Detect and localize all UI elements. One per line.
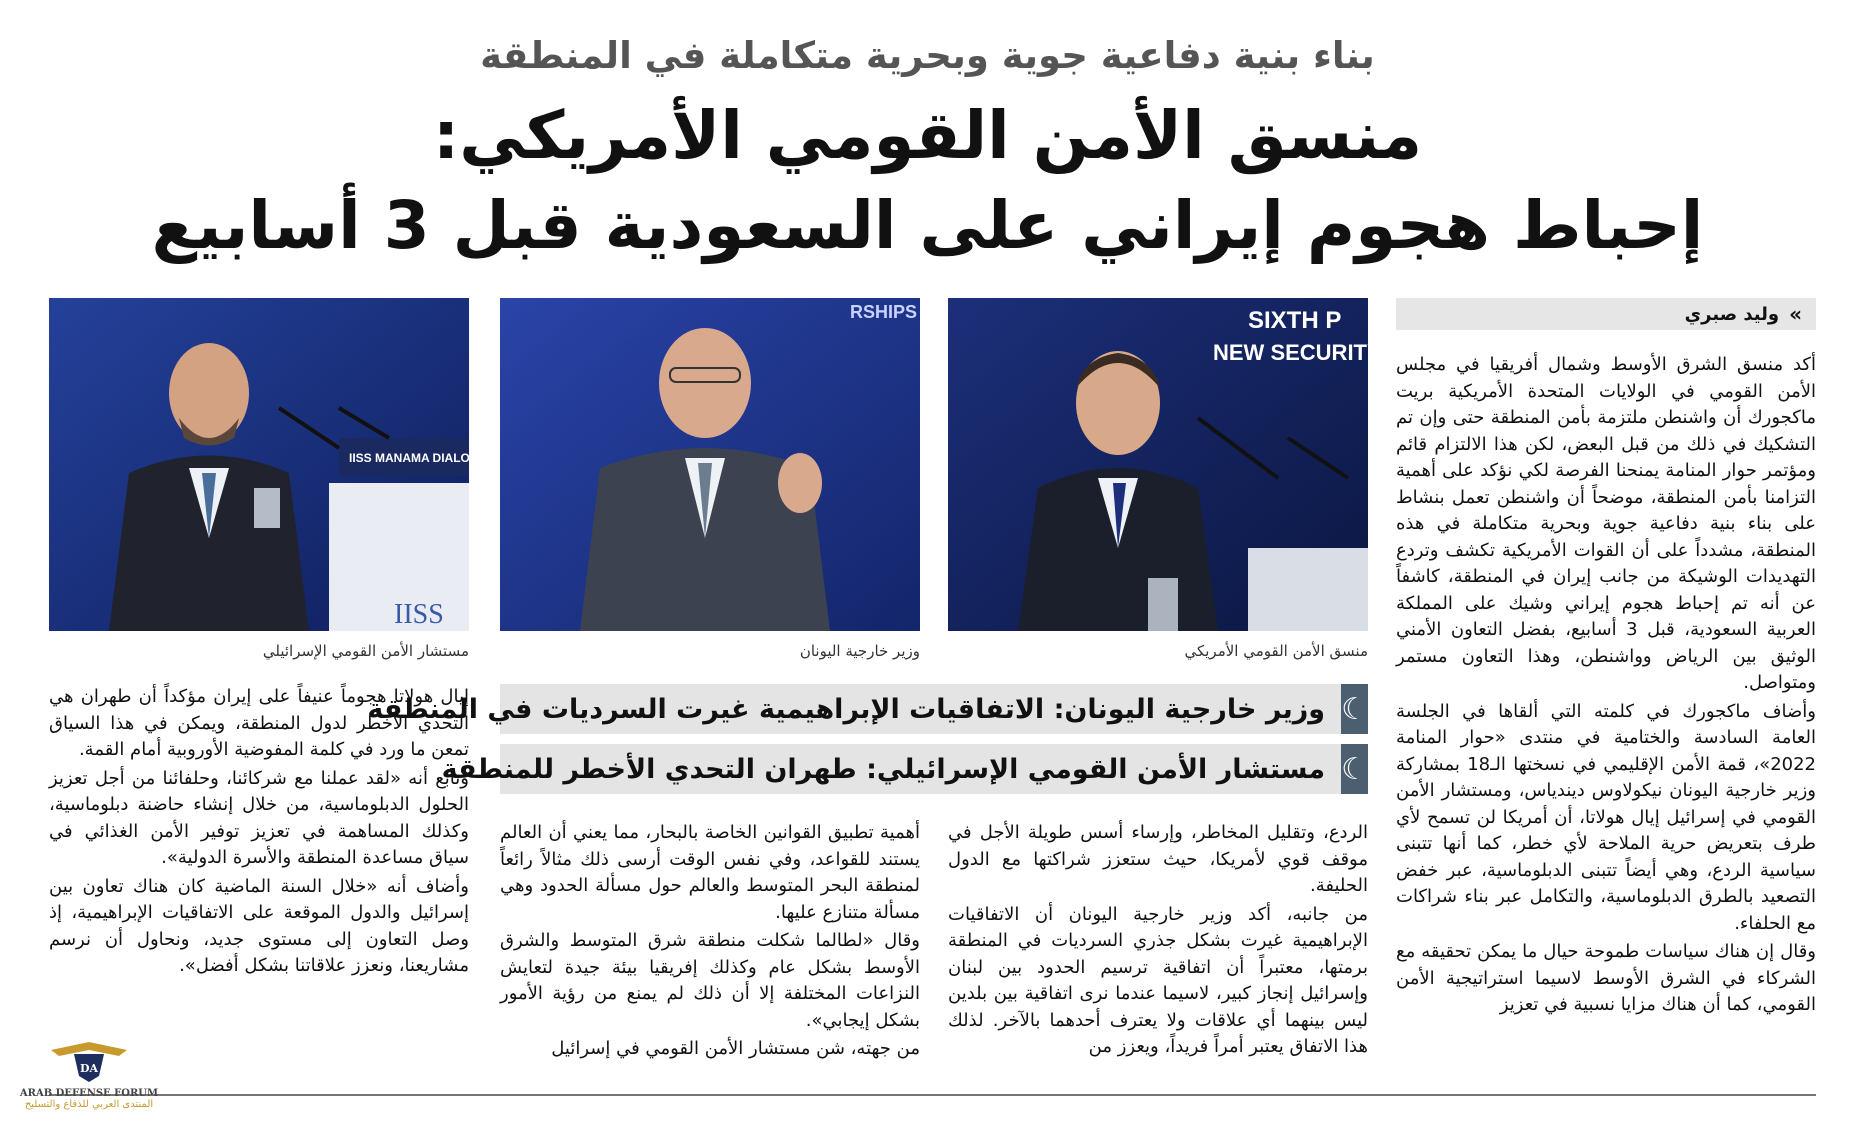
logo-initials: DA [79,1062,99,1075]
backdrop-sign-4: IISS MANAMA DIALO [349,451,470,465]
crescent-icon: ☾ [1341,684,1368,734]
paragraph: أهمية تطبيق القوانين الخاصة بالبحار، مما يعني أن العالم يستند للقواعد، وفي نفس الوقت أرسى ذلك مثالاً رائعاً لمنطقة البحر المتوسط والعالم حول مسألة الحدود وهي مسألة متنازع عليها. [500,822,920,923]
subhead-israeli-adviser [441,744,1368,794]
article-kicker: بناء بنية دفاعية جوية وبحرية متكاملة في المنطقة [480,34,1375,77]
photo-greek-minister [500,298,920,631]
shield-icon [49,1040,129,1084]
paragraph: إيال هولاتا هجوماً عنيفاً على إيران مؤكداً أن طهران هي التحدي الأخطر لدول المنطقة، ويمكن في هذا السياق تمعن ما ورد في كلمة المفوضية الأوروبية أمام القمة. [49,686,469,760]
article-column-right [1396,352,1816,1102]
headline-line-1: منسق الأمن القومي الأمريكي: [432,97,1423,174]
paragraph: وأضاف ماكجورك في كلمته التي ألقاها في الجلسة العامة السادسة والختامية في منتدى «حوار المنامة 2022»، قمة الأمن الإقليمي في نسختها الـ18 بمشاركة وزير خارجية اليونان نيكولاوس ديندياس، ومستشار الأمن القومي في إسرائيل إيال هولاتا، أن أمريكا لن تسمح لأي طرف بتعريض حرية الملاحة لأي خطر، كما أنها تتبنى سياسية الردع، وهي أيضاً تتبنى الدبلوماسية، عبر خفض التصعيد بالطرق الدبلوماسية، والتكامل عبر بناء شراكات مع الحلفاء. [1396,700,1816,934]
byline-author: وليد صبري [1684,303,1780,325]
byline-arrow-icon: » [1789,302,1802,326]
backdrop-sign-2: NEW SECURITY PART [1213,340,1446,365]
caption-us-coordinator: منسق الأمن القومي الأمريكي [1184,642,1368,660]
logo-name: ARAB DEFENSE FORUM [19,1088,159,1099]
backdrop-sign-3: RSHIPS [850,302,918,322]
logo-arabic: المنتدى العربي للدفاع والتسليح [24,1099,154,1110]
lectern-logo-text: IISS [394,599,444,630]
photo-us-coordinator [948,298,1446,631]
photo-israeli-adviser [49,298,469,631]
paragraph: من جانبه، أكد وزير خارجية اليونان أن الاتفاقيات الإبراهيمية غيرت بشكل جذري السرديات في المنطقة برمتها، معتبراً أن اتفاقية ترسيم الحدود بين لبنان وإسرائيل إنجاز كبير، لاسيما عندما نرى اتفاقية بين بلدين ليس بينهما أي علاقات ولا يعترف أحدهما بالآخر. لذلك هذا الاتفاق يعتبر أمراً فريداً، ويعزز من [948,903,1368,1057]
crescent-icon: ☾ [1341,744,1368,794]
caption-greek-minister: وزير خارجية اليونان [799,642,920,660]
subhead-greek-minister [367,684,1368,734]
article-column-a [948,820,1368,1080]
bottom-rule [49,1094,1816,1096]
paragraph: وقال إن هناك سياسات طموحة حيال ما يمكن تحقيقه مع الشركاء في الشرق الأوسط لاسيما استراتيجية الأمن القومي، كما أن هناك مزايا نسبية في تعزيز [1396,941,1816,1015]
caption-israeli-adviser: مستشار الأمن القومي الإسرائيلي [262,642,469,660]
paragraph: الردع، وتقليل المخاطر، وإرساء أسس طويلة الأجل في موقف قوي لأمريكا، حيث ستعزز شراكتها مع الدول الحليفة. [948,822,1368,896]
byline [1396,298,1816,330]
paragraph: من جهته، شن مستشار الأمن القومي في إسرائيل [551,1038,920,1059]
paragraph: أكد منسق الشرق الأوسط وشمال أفريقيا في مجلس الأمن القومي في الولايات المتحدة الأمريكية بريت ماكجورك أن واشنطن ملتزمة بأمن المنطقة حتى وإن تم التشكيك في ذلك من قبل البعض، لكن هذا الالتزام قائم ومؤتمر حوار المنامة يمنحنا الفرصة لكي نؤكد على أهمية التزامنا بأمن المنطقة، موضحاً أن واشنطن تعمل بنشاط على بناء بنية دفاعية جوية وبحرية متكاملة في هذه المنطقة، مشدداً على أن القوات الأمريكية تكشف وتردع التهديدات الوشيكة من جانب إيران في المنطقة، كاشفاً عن أنه تم إحباط هجوم إيراني وشيك على المملكة العربية السعودية، قبل 3 أسابيع، بفضل التعاون الأمني الوثيق بين الرياض وواشنطن، وهذا التعاون مستمر ومتواصل. [1396,354,1816,693]
article-column-c [49,684,469,1084]
paragraph: وقال «لطالما شكلت منطقة شرق المتوسط والشرق الأوسط بشكل عام وكذلك إفريقيا بيئة جيدة لتعايش النزاعات المختلفة إلا أن ذلك لم يمنع من رؤية الأمور بشكل إيجابي». [500,930,920,1031]
article-column-b [500,820,920,1080]
subhead-text: مستشار الأمن القومي الإسرائيلي: طهران التحدي الأخطر للمنطقة [441,753,1326,785]
paragraph: وتابع أنه «لقد عملنا مع شركائنا، وحلفائنا من أجل تعزيز الحلول الدبلوماسية، من خلال إنشاء حاضنة دبلوماسية، وكذلك المساهمة في تعزيز توفير الأمن الغذائي في سياق مساعدة المنطقة والأسرة الدولية». [49,767,469,868]
headline-line-2: إحباط هجوم إيراني على السعودية قبل 3 أسابيع [151,187,1704,264]
subhead-text: وزير خارجية اليونان: الاتفاقيات الإبراهيمية غيرت السرديات في المنطقة [367,693,1326,725]
paragraph: وأضاف أنه «خلال السنة الماضية كان هناك تعاون بين إسرائيل والدول الموقعة على الاتفاقيات الإبراهيمية، إذ وصل التعاون إلى مستوى جديد، ونحاول أن نرسم مشاريعنا، ونعزز علاقاتنا بشكل أفضل». [49,875,469,976]
backdrop-sign-1: SIXTH P [1248,307,1342,334]
watermark-logo [14,1040,164,1128]
